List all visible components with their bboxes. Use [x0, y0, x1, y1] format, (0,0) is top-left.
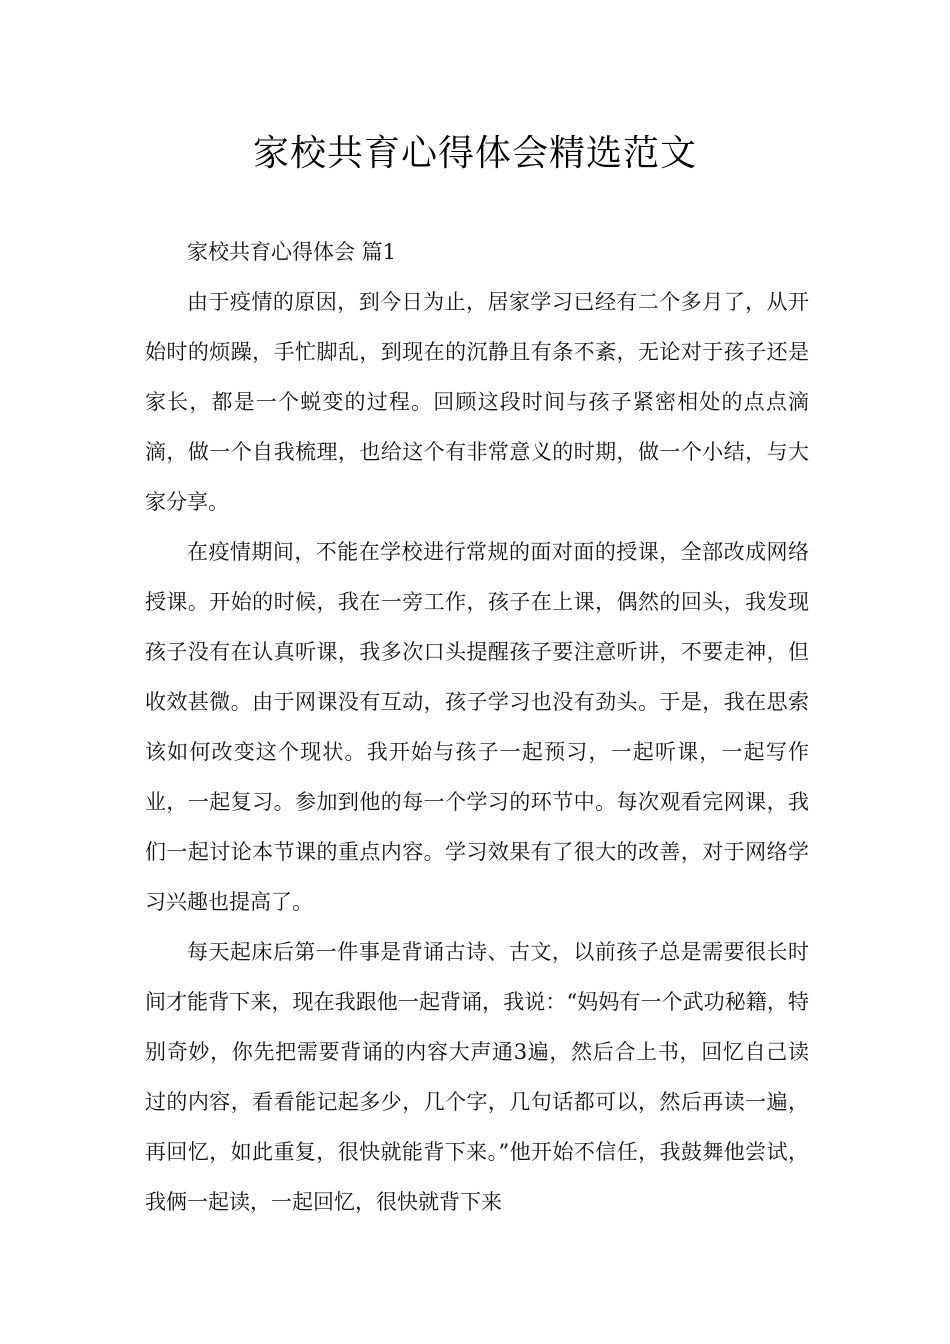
section-heading: 家校共育心得体会 篇1: [187, 240, 397, 264]
document-body: [145, 227, 809, 1227]
paragraph-3: 每天起床后第一件事是背诵古诗、古文，以前孩子总是需要很长时间才能背下来，现在我跟他一起背诵，我说：“妈妈有一个武功秘籍，特别奇妙，你先把需要背诵的内容大声通3遍，然后合上书，回忆自己读过的内容，看看能记起多少，几个字，几句话都可以，然后再读一遍，再回忆，如此重复，很快就能背下来。”他开始不信任，我鼓舞他尝试，我俩一起读，一起回忆，很快就背下来: [145, 940, 809, 1214]
paragraph-1: 由于疫情的原因，到今日为止，居家学习已经有二个多月了，从开始时的烦躁，手忙脚乱，到现在的沉静且有条不紊，无论对于孩子还是家长，都是一个蜕变的过程。回顾这段时间与孩子紧密相处的点点滴滴，做一个自我梳理，也给这个有非常意义的时期，做一个小结，与大家分享。: [145, 290, 809, 514]
document-title: 家校共育心得体会精选范文: [252, 133, 697, 174]
paragraph-2: 在疫情期间，不能在学校进行常规的面对面的授课，全部改成网络授课。开始的时候，我在一旁工作，孩子在上课，偶然的回头，我发现孩子没有在认真听课，我多次口头提醒孩子要注意听讲，不要走神，但收效甚微。由于网课没有互动，孩子学习也没有劲头。于是，我在思索该如何改变这个现状。我开始与孩子一起预习，一起听课，一起写作业，一起复习。参加到他的每一个学习的环节中。每次观看完网课，我们一起讨论本节课的重点内容。学习效果有了很大的改善，对于网络学习兴趣也提高了。: [145, 540, 809, 914]
